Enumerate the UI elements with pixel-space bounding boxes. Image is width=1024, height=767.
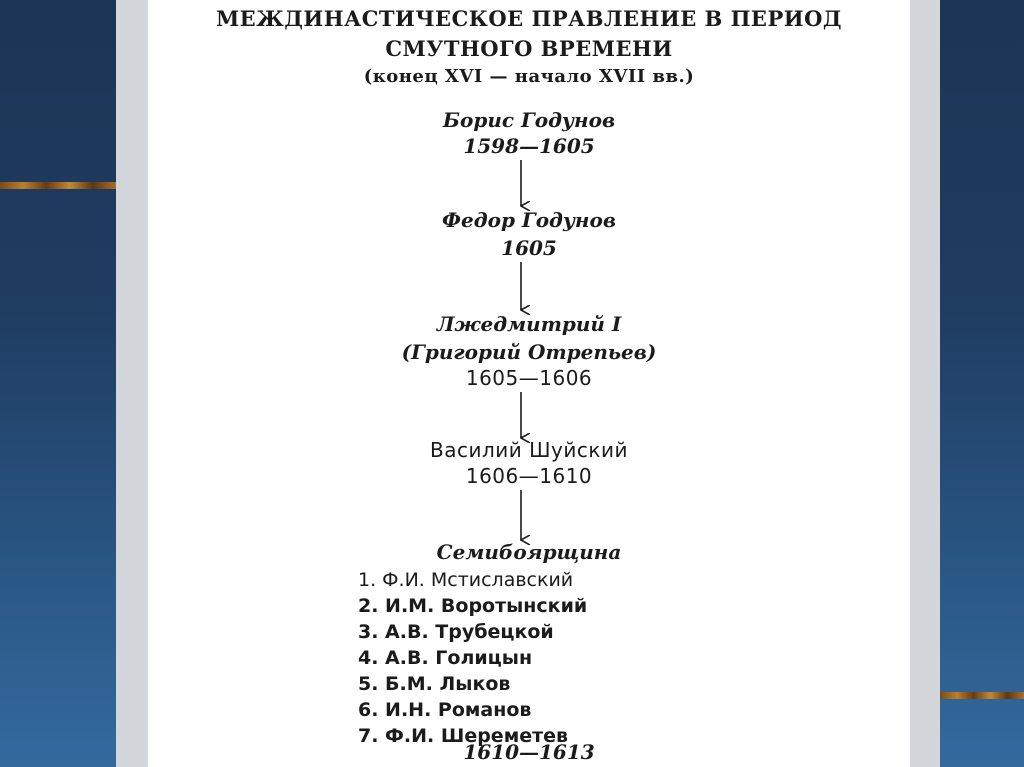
- ruler-5-years: 1610—1613: [463, 740, 595, 764]
- list-item: 1. Ф.И. Мстиславский: [358, 569, 574, 591]
- ruler-5-name: Семибоярщина: [436, 540, 622, 564]
- ruler-2-years: 1605: [501, 236, 557, 260]
- slide-panel: [148, 0, 910, 767]
- decorative-stripe-left: [0, 182, 116, 189]
- list-item: 5. Б.М. Лыков: [358, 673, 511, 695]
- succession-arrows: [148, 0, 910, 767]
- list-item: 4. А.В. Голицын: [358, 647, 533, 669]
- decorative-stripe-right: [940, 692, 1024, 699]
- ruler-1-years: 1598—1605: [463, 134, 595, 158]
- list-item: 3. А.В. Трубецкой: [358, 621, 554, 643]
- title-line-2: СМУТНОГО ВРЕМЕНИ: [385, 36, 673, 61]
- list-item: 7. Ф.И. Шереметев: [358, 725, 569, 747]
- ruler-2-name: Федор Годунов: [442, 208, 616, 232]
- ruler-3-name: Лжедмитрий I: [436, 312, 622, 336]
- title-line-3: (конец XVI — начало XVII вв.): [363, 66, 695, 87]
- list-item: 2. И.М. Воротынский: [358, 595, 588, 617]
- ruler-4-years: 1606—1610: [465, 464, 593, 488]
- ruler-4-name: Василий Шуйский: [430, 438, 628, 462]
- ruler-3-subtitle: (Григорий Отрепьев): [401, 340, 657, 364]
- list-item: 6. И.Н. Романов: [358, 699, 532, 721]
- title-line-1: МЕЖДИНАСТИЧЕСКОЕ ПРАВЛЕНИЕ В ПЕРИОД: [215, 6, 843, 31]
- ruler-1-name: Борис Годунов: [442, 108, 616, 132]
- ruler-3-years: 1605—1606: [465, 366, 593, 390]
